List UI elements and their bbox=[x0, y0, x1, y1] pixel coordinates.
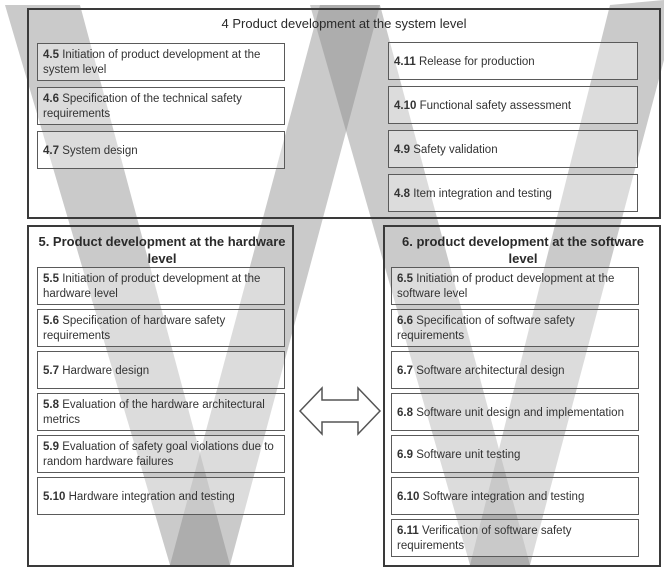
hardware-step-box bbox=[37, 393, 285, 431]
step-number: 6.6 bbox=[397, 315, 413, 327]
step-text: Specification of software safety requirements bbox=[397, 315, 575, 342]
software-step-box bbox=[391, 519, 639, 557]
system-step-box bbox=[37, 131, 285, 169]
step-number: 5.6 bbox=[43, 315, 59, 327]
step-text: Specification of the technical safety requirements bbox=[43, 93, 242, 120]
step-text: Item integration and testing bbox=[413, 187, 552, 200]
step-text: Safety validation bbox=[413, 143, 498, 156]
step-number: 5.10 bbox=[43, 490, 66, 503]
step-text: Software architectural design bbox=[416, 364, 565, 377]
step-number: 5.8 bbox=[43, 399, 59, 411]
step-text: Functional safety assessment bbox=[419, 99, 572, 112]
software-step-box bbox=[391, 351, 639, 389]
step-text: Initiation of product development at the software level bbox=[397, 273, 615, 300]
step-number: 4.10 bbox=[394, 99, 417, 112]
hardware-step-box bbox=[37, 351, 285, 389]
system-step-box bbox=[388, 42, 638, 80]
step-number: 5.7 bbox=[43, 364, 59, 377]
step-text: Evaluation of safety goal violations due to random hardware failures bbox=[43, 441, 274, 468]
step-number: 4.6 bbox=[43, 93, 59, 105]
step-number: 6.9 bbox=[397, 448, 413, 461]
step-number: 5.9 bbox=[43, 441, 59, 453]
step-number: 4.11 bbox=[394, 55, 416, 68]
step-number: 6.11 bbox=[397, 525, 419, 537]
step-text: Software unit testing bbox=[416, 448, 521, 461]
step-text: Release for production bbox=[418, 55, 535, 68]
double-headed-arrow-icon bbox=[298, 385, 382, 437]
step-number: 6.8 bbox=[397, 406, 413, 419]
software-step-box bbox=[391, 393, 639, 431]
step-text: System design bbox=[62, 144, 138, 157]
system-level-title: 4 Product development at the system level bbox=[221, 16, 467, 31]
hardware-step-box bbox=[37, 435, 285, 473]
step-number: 6.7 bbox=[397, 364, 413, 377]
step-text: Specification of hardware safety requirements bbox=[43, 315, 226, 342]
step-text: Software integration and testing bbox=[422, 490, 585, 503]
software-step-box bbox=[391, 267, 639, 305]
step-text: Verification of software safety requirements bbox=[397, 525, 572, 552]
system-step-box bbox=[388, 130, 638, 168]
software-step-box bbox=[391, 309, 639, 347]
step-text: Initiation of product development at the system level bbox=[43, 49, 261, 76]
step-number: 4.8 bbox=[394, 187, 410, 200]
step-number: 6.5 bbox=[397, 273, 413, 285]
system-step-box bbox=[388, 174, 638, 212]
system-step-box bbox=[37, 87, 285, 125]
hardware-step-box bbox=[37, 477, 285, 515]
step-number: 4.7 bbox=[43, 144, 59, 157]
software-step-box bbox=[391, 477, 639, 515]
step-text: Evaluation of the hardware architectural metrics bbox=[43, 399, 265, 426]
software-level-title: 6. product development at the software level bbox=[402, 234, 644, 266]
step-number: 6.10 bbox=[397, 490, 420, 503]
hardware-step-box bbox=[37, 309, 285, 347]
software-step-box bbox=[391, 435, 639, 473]
system-step-box bbox=[388, 86, 638, 124]
step-text: Hardware design bbox=[62, 364, 150, 377]
hardware-step-box bbox=[37, 267, 285, 305]
hardware-level-title: 5. Product development at the hardware level bbox=[38, 234, 286, 266]
step-number: 4.9 bbox=[394, 143, 410, 156]
step-text: Hardware integration and testing bbox=[68, 490, 235, 503]
step-number: 4.5 bbox=[43, 49, 59, 61]
step-number: 5.5 bbox=[43, 273, 59, 285]
system-step-box bbox=[37, 43, 285, 81]
step-text: Initiation of product development at the hardware level bbox=[43, 273, 261, 300]
step-text: Software unit design and implementation bbox=[416, 406, 624, 419]
